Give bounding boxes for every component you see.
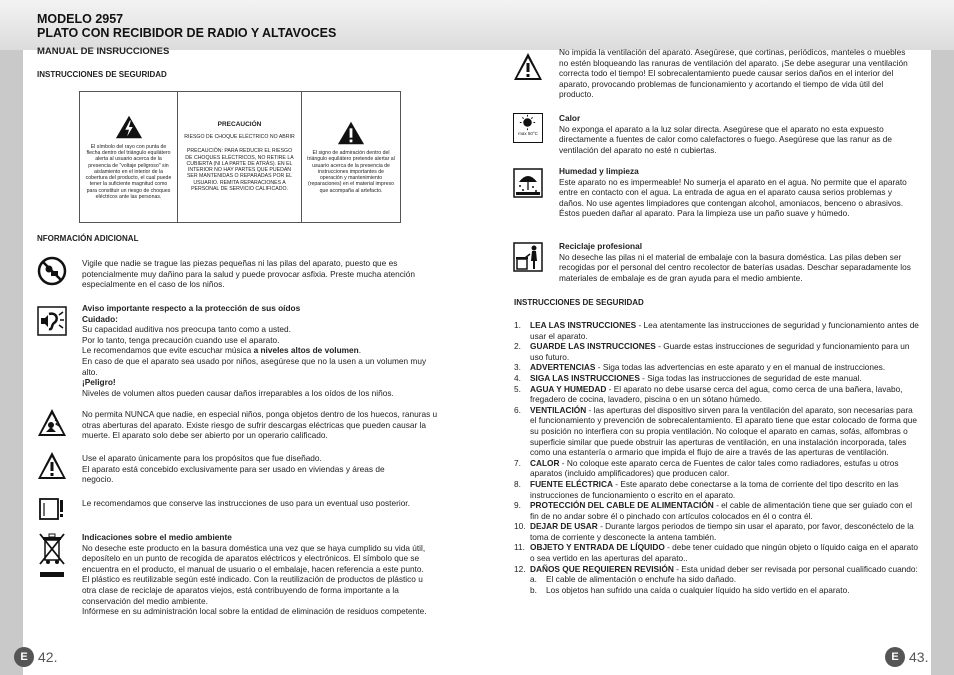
- list-item: [514, 542, 920, 563]
- item-number: 7.: [514, 457, 521, 468]
- sub-item-text: El cable de alimentación o enchufe ha sido dañado.: [546, 574, 737, 585]
- hearing-line-3a: Le recomendamos que evite escuchar música: [82, 345, 254, 356]
- hearing-line-5: Niveles de volumen altos pueden causar daños irreparables a los oídos de los niños.: [82, 387, 394, 398]
- item-number: 11.: [514, 542, 525, 553]
- item-text: - Durante largos periodos de tiempo sin usar el aparato, por favor, desconéctelo de la toma de corriente y desconecte la antena también.: [530, 521, 914, 542]
- item-heading: OBJETO Y ENTRADA DE LÍQUIDO: [530, 542, 665, 553]
- environment-title: Indicaciones sobre el medio ambiente: [82, 532, 232, 542]
- safety-title-left: INSTRUCCIONES DE SEGURIDAD: [37, 70, 167, 79]
- item-text: - Esta unidad deber ser revisada por personal cualificado cuando:: [673, 563, 918, 574]
- no-small-parts-icon: [37, 256, 67, 286]
- list-item: [514, 320, 920, 341]
- purpose-line-2: El aparato está concebido exclusivamente para ser usado en viviendas y áreas de negocio.: [82, 463, 385, 485]
- safety-title-right: INSTRUCCIONES DE SEGURIDAD: [514, 298, 644, 307]
- page-number-right: [885, 646, 928, 668]
- hearing-section: [82, 303, 442, 398]
- list-item: [514, 384, 920, 405]
- list-item: [514, 521, 920, 542]
- hearing-protection-icon: [37, 306, 67, 336]
- objects-warning-text: No permita NUNCA que nadie, en especial niños, ponga objetos dentro de los huecos, ranuras u otras aberturas del aparato. Existe riesgo de sufrir descargas eléctricas que pueden causar la muerte. El aparato solo debe ser abierto por un operario calificado.: [82, 409, 438, 441]
- weee-bin-icon: [37, 532, 67, 582]
- page-number-right-text: 43.: [909, 649, 929, 665]
- list-item: [514, 500, 920, 521]
- recycling-bin-icon: [513, 242, 543, 272]
- item-number: 5.: [514, 383, 521, 394]
- hearing-caution-label: Cuidado:: [82, 313, 118, 324]
- list-item: [514, 458, 920, 479]
- electric-shock-warning-icon: [37, 408, 67, 438]
- item-heading: SIGA LAS INSTRUCCIONES: [530, 372, 640, 383]
- purpose-section: [82, 453, 402, 485]
- item-number: 9.: [514, 500, 521, 511]
- ventilation-text: No impida la ventilación del aparato. Asegúrese, que cortinas, periódicos, manteles o muebles no estén bloqueando las ranuras de ventilación del aparato. ¡Se debe asegurar una ventilación correcta todo el tiempo! El sobrecalentamiento puede causar serios daños en el interior del aparato, provocando problemas de funcionamiento y acortando el tiempo de vida útil del producto.: [559, 47, 908, 100]
- keep-instructions-text: Le recomendamos que conserve las instrucciones de uso para un eventual uso posterior.: [82, 498, 410, 508]
- item-number: 3.: [514, 362, 521, 373]
- list-sub-item: [514, 585, 920, 596]
- item-text: - las aperturas del dispositivo sirven para la ventilación del aparato, son necesarias para el funcionamiento y prevención de sobrecalentamiento. El aparato tiene que estar colocado de forma que su posición no interfiera con su propia ventilación. No coloque el aparato en camas, sofás, alfombras o superficie similar que puede obstruir las aperturas de ventilación, en una instalación incorporada, tales como una estantería o armario que impida el flujo de aire a través de las aperturas de ventilación.: [530, 404, 917, 458]
- hearing-danger-label: ¡Peligro!: [82, 377, 116, 388]
- warnbox-exclamation-text: El signo de admiración dentro del triángulo equilátero pretende alertar al usuario acerca de la presencia de instrucciones importantes de operación y mantenimiento (reparaciones) en el material impreso que acompaña al artefacto.: [307, 150, 395, 194]
- environment-p2: El plástico es reutilizable según esté indicado. Con la reutilización de productos de plástico u otra clase de reciclaje de aparatos viejos, está contribuyendo de forma importante a la conservación del medio ambiente.: [82, 574, 423, 606]
- item-heading: ADVERTENCIAS: [530, 362, 596, 373]
- right-gutter: [931, 50, 954, 675]
- item-heading: AGUA Y HUMEDAD: [530, 383, 607, 394]
- safety-list: [514, 320, 920, 595]
- item-text: - el cable de alimentación tiene que ser guiado con el fin de no andar sobre él o pinchado con artículos colocados en él o contra él.: [530, 500, 913, 521]
- heat-icon-label: max 50°C: [518, 131, 538, 136]
- item-heading: DAÑOS QUE REQUIEREN REVISIÓN: [530, 563, 674, 574]
- hearing-line-2: Por lo tanto, tenga precaución cuando use el aparato.: [82, 334, 280, 345]
- hearing-line-1: Su capacidad auditiva nos preocupa tanto como a usted.: [82, 324, 291, 335]
- item-number: 8.: [514, 478, 521, 489]
- purpose-line-1: Use el aparato únicamente para los propósitos que fue diseñado.: [82, 453, 322, 463]
- sun-icon: [514, 114, 541, 131]
- product-title: PLATO CON RECIBIDOR DE RADIO Y ALTAVOCES: [37, 26, 337, 40]
- recycling-text: No deseche las pilas ni el material de embalaje con la basura doméstica. Las pilas deben ser recogidas por el personal del centro recolector de baterías usadas. Deschar separadamente los materiales de embalaje es de gran ayuda para el medio ambiente.: [559, 251, 911, 283]
- item-heading: FUENTE ELÉCTRICA: [530, 478, 613, 489]
- list-item: [514, 564, 920, 575]
- hearing-line-4: En caso de que el aparato sea usado por niños, asegúrese que no la usen a un volumen muy alto.: [82, 355, 427, 377]
- item-heading: DEJAR DE USAR: [530, 521, 598, 532]
- hearing-line-3b: a niveles altos de volumen: [253, 345, 359, 356]
- language-badge-left: E: [14, 647, 34, 667]
- ventilation-warning-icon: [513, 52, 543, 82]
- environment-p1: No deseche este producto en la basura doméstica una vez que se haya cumplido su vida útil, deposítelo en un punto de recogida de aparatos eléctricos y electrónicos. El símbolo que se encuentra en el producto, el manual de usuario o el embalaje, hacen referencia a este punto.: [82, 542, 426, 574]
- item-number: 6.: [514, 404, 521, 415]
- item-text: - Siga todas las advertencias en este aparato y en el manual de instrucciones.: [595, 362, 886, 373]
- warnbox-caution: [178, 92, 302, 222]
- exclamation-triangle-icon: [337, 120, 365, 146]
- info-children-text: Vigile que nadie se trague las piezas pequeñas ni las pilas del aparato, puesto que es potencialmente muy dañino para la salud y puede provocar asfixia. Preste mucha atención especialmente en el caso de los niños.: [82, 258, 415, 290]
- item-text: - No coloque este aparato cerca de Fuentes de calor tales como radiadores, estufas u otros aparatos (incluido amplificadores) que producen calor.: [530, 457, 899, 479]
- list-sub-item: [514, 574, 920, 585]
- humidity-title: Humedad y limpieza: [559, 166, 639, 176]
- sub-item-letter: b.: [530, 584, 537, 595]
- model-title: MODELO 2957: [37, 12, 124, 26]
- heat-icon-box: [513, 113, 543, 143]
- item-number: 4.: [514, 372, 521, 383]
- page-header: [0, 0, 954, 50]
- warnbox-lightning: [80, 92, 178, 222]
- exclamation-warning-icon: [37, 451, 67, 481]
- lightning-triangle-icon: [115, 114, 143, 140]
- humidity-text: Este aparato no es impermeable! No sumerja el aparato en el agua. No permite que el aparato entre en contacto con el agua. La entrada de agua en el aparato causa serios problemas y daños. No use agentes limpiadores que contengan alcohol, amoniacos, benceno o abrasivos. Éstos pueden dañar al aparato. Para la limpieza use un paño suave y húmedo.: [559, 176, 907, 219]
- environment-p3: Infórmese en su administración local sobre la entidad de eliminación de residuos competente.: [82, 606, 427, 617]
- left-gutter: [0, 50, 23, 675]
- item-text: - El aparato no debe usarse cerca del agua, como cerca de una bañera, lavabo, fregadero de cocina, lavadero, piscina o en un sótano húmedo.: [530, 383, 903, 405]
- heat-section: [559, 113, 919, 155]
- heat-title: Calor: [559, 113, 581, 123]
- warnbox-caution-title: PRECAUCIÓN: [217, 121, 262, 129]
- page-number-left: [14, 646, 57, 668]
- recycling-section: [559, 241, 919, 283]
- item-text: - Guarde estas instrucciones de seguridad y funcionamiento para un uso futuro.: [530, 341, 910, 362]
- list-item: [514, 362, 920, 373]
- warnbox-exclamation: [302, 92, 400, 222]
- sub-item-text: Los objetos han sufrido una caída o cualquier líquido ha sido vertido en el aparato.: [546, 584, 850, 595]
- hearing-line-3: [82, 345, 442, 356]
- recycling-title: Reciclaje profesional: [559, 241, 643, 251]
- warnbox-caution-body: PRECAUCIÓN: PARA REDUCIR EL RIESGO DE CHOQUES ELÉCTRICOS, NO RETIRE LA CUBIERTA (NI LA PARTE DE ATRÁS). EN EL INTERIOR NO HAY PARTES QUE PUEDAN SER MANTENIDAS O REPARADAS POR EL USUARIO. REMITA REPARACIONES A PERSONAL DE SERVICIO CALIFICADO.: [185, 148, 294, 192]
- item-heading: GUARDE LAS INSTRUCCIONES: [530, 341, 656, 352]
- list-item: [514, 405, 920, 458]
- list-item: [514, 341, 920, 362]
- item-number: 10.: [514, 521, 526, 532]
- list-item: [514, 479, 920, 500]
- item-text: - Este aparato debe conectarse a la toma de corriente del tipo descrito en las instrucciones de funcionamiento o escrito en el aparato.: [530, 478, 899, 500]
- item-number: 12.: [514, 563, 526, 574]
- item-text: - debe tener cuidado que ningún objeto o líquido caiga en el aparato o sea vertido en las aperturas del aparato..: [530, 542, 919, 564]
- left-page: [23, 46, 477, 675]
- right-page: [478, 47, 931, 675]
- manual-book-icon: [37, 494, 67, 524]
- humidity-section: [559, 166, 919, 219]
- language-badge-right: E: [885, 647, 905, 667]
- environment-section: [82, 532, 427, 617]
- list-item: [514, 373, 920, 384]
- warning-box: [79, 91, 401, 223]
- item-text: - Lea atentamente las instrucciones de seguridad y funcionamiento antes de usar el aparato.: [530, 320, 919, 341]
- sub-item-letter: a.: [530, 574, 537, 585]
- item-heading: LEA LAS INSTRUCCIONES: [530, 320, 637, 330]
- manual-title: MANUAL DE INSRUCCIONES: [37, 46, 170, 57]
- item-heading: CALOR: [530, 457, 560, 468]
- hearing-line-3c: .: [358, 345, 362, 356]
- page-number-left-text: 42.: [38, 649, 58, 665]
- warnbox-lightning-text: El símbolo del rayo con punta de flecha dentro del triángulo equilátero alerta al usuario acerca de la presencia de "voltaje peligroso" sin aislamiento en el interior de la cobertura del producto, el cual puede tener la suficiente magnitud como para constituir un riesgo de choques eléctricos ante las personas.: [85, 144, 172, 200]
- item-text: - Siga todas las instrucciones de seguridad de este manual.: [639, 372, 862, 383]
- item-heading: PROTECCIÓN DEL CABLE DE ALIMENTACIÓN: [530, 500, 714, 511]
- item-number: 2.: [514, 341, 521, 352]
- hearing-title: Aviso importante respecto a la protección de sus oídos: [82, 303, 301, 313]
- item-heading: VENTILACIÓN: [530, 404, 587, 415]
- warnbox-caution-sub: RIESGO DE CHOQUE ELÉCTRICO NO ABRIR: [184, 134, 295, 141]
- item-number: 1.: [514, 320, 521, 330]
- info-title: NFORMACIÓN ADICIONAL: [37, 234, 139, 243]
- heat-text: No exponga el aparato a la luz solar directa. Asegúrese que el aparato no esta expuesto directamente a fuentes de calor como calefactores o fuego. Asegúrese que las ranur as de ventilación del aparato no esté n cubiertas.: [559, 123, 892, 155]
- humidity-icon: [513, 168, 543, 198]
